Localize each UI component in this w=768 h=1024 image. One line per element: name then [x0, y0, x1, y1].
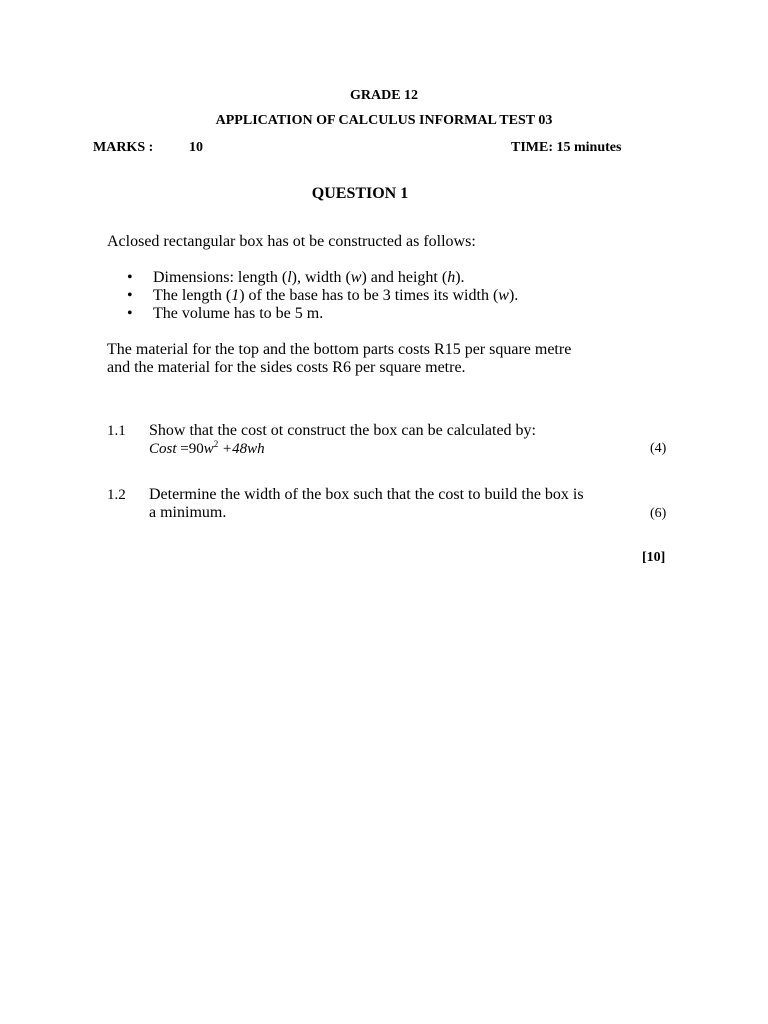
- formula-lhs: Cost: [149, 441, 177, 457]
- formula-variable: w: [203, 441, 214, 457]
- bullet-text: ), width (: [291, 269, 351, 286]
- bullet-text: ) and height (: [361, 269, 448, 286]
- variable-width: w: [498, 287, 509, 304]
- bullet-icon: •: [127, 287, 133, 304]
- question-1-2-text-line1: Determine the width of the box such that the cost to build the box is: [149, 486, 584, 503]
- bullet-text: Dimensions: length (: [153, 269, 288, 286]
- test-title: APPLICATION OF CALCULUS INFORMAL TEST 03: [215, 113, 553, 128]
- marks-1-1: (4): [650, 441, 667, 456]
- time-label: TIME: 15 minutes: [511, 140, 622, 155]
- marks-label: MARKS :: [93, 140, 154, 155]
- formula-coefficient: =90: [176, 441, 204, 457]
- variable-length: 1: [231, 287, 240, 304]
- marks-value: 10: [189, 140, 203, 155]
- formula-rest: +48wh: [218, 441, 265, 457]
- question-1-2-text-line2: a minimum.: [149, 504, 227, 521]
- formula-exponent: 2: [213, 439, 219, 449]
- question-number-1-2: 1.2: [107, 487, 126, 503]
- variable-width: w: [350, 269, 362, 286]
- material-text-line1: The material for the top and the bottom parts costs R15 per square metre: [107, 341, 572, 358]
- cost-formula: [149, 439, 265, 458]
- bullet-text: The volume has to be 5 m.: [153, 305, 324, 322]
- list-item: [127, 269, 518, 287]
- list-item: [127, 287, 518, 305]
- grade-heading: GRADE 12: [349, 88, 419, 103]
- material-text-line2: and the material for the sides costs R6 per square metre.: [107, 359, 466, 376]
- question-number-1-1: 1.1: [107, 423, 126, 439]
- bullet-text: ).: [508, 287, 519, 304]
- bullet-icon: •: [127, 305, 133, 322]
- bullet-text: The length (: [153, 287, 232, 304]
- marks-1-2: (6): [650, 506, 667, 521]
- list-item: [127, 305, 518, 323]
- variable-height: h: [447, 269, 456, 286]
- bullet-text: ).: [455, 269, 465, 286]
- total-marks: [10]: [642, 550, 666, 565]
- question-1-1-text: Show that the cost ot construct the box can be calculated by:: [149, 422, 536, 439]
- bullet-icon: •: [127, 269, 133, 286]
- variable-length: l: [287, 269, 292, 286]
- bullet-text: ) of the base has to be 3 times its width (: [239, 287, 499, 304]
- question-title: QUESTION 1: [311, 185, 409, 202]
- dimension-list: [127, 269, 518, 323]
- question-intro: Aclosed rectangular box has ot be constructed as follows:: [107, 233, 476, 250]
